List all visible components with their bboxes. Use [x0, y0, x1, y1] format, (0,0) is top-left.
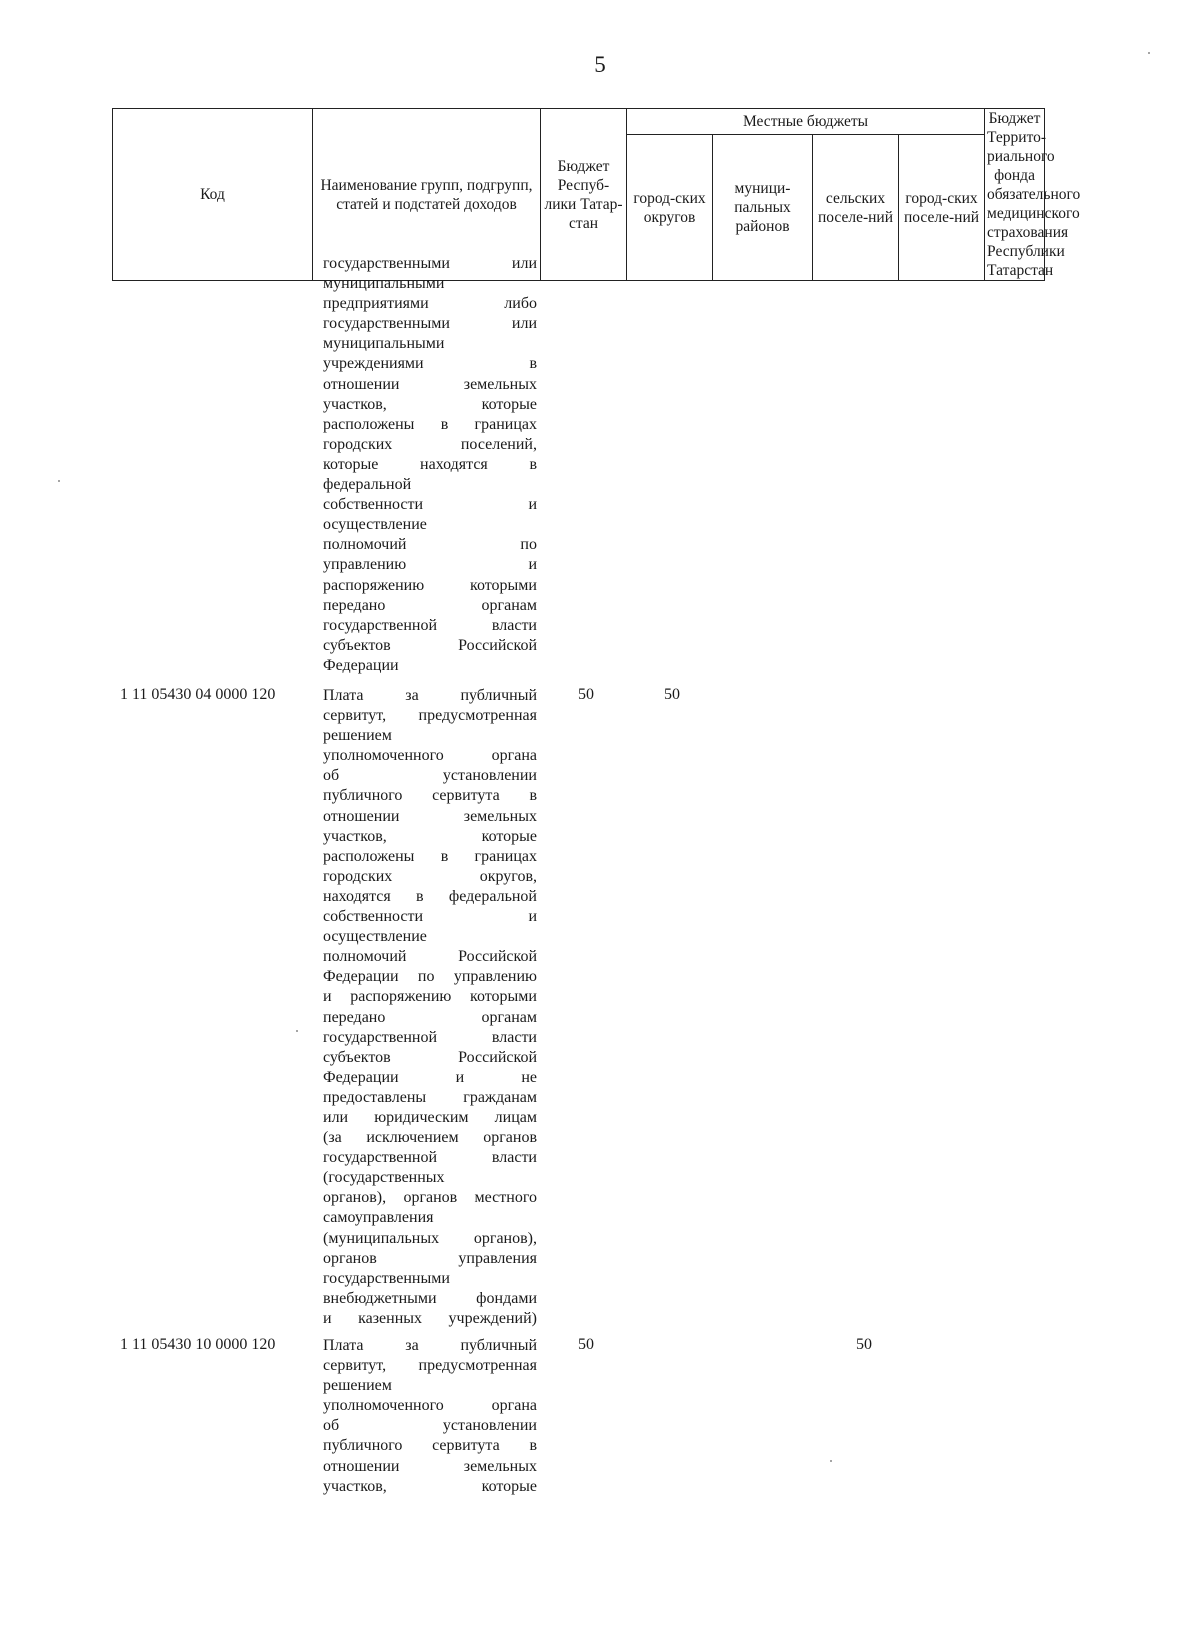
- description-line: Федерации по управлению: [323, 968, 537, 986]
- description-line: и казенных учреждений): [323, 1309, 537, 1327]
- description-line: уполномоченного органа: [323, 1397, 537, 1415]
- description-line: и распоряжению которыми: [323, 988, 537, 1006]
- description-line: осуществление: [323, 928, 427, 946]
- description-line: государственной власти: [323, 1149, 537, 1167]
- description-line: участков, которые: [323, 827, 537, 845]
- description-line: полномочий Российской: [323, 948, 537, 966]
- description-line: расположены в границах: [323, 415, 537, 433]
- scan-speck: [1148, 52, 1150, 54]
- description-line: участков, которые: [323, 395, 537, 413]
- description-line: муниципальными: [323, 275, 445, 293]
- row-description: [323, 254, 537, 676]
- description-line: управлению и: [323, 556, 537, 574]
- description-line: предоставлены гражданам: [323, 1088, 537, 1106]
- description-line: отношении земельных: [323, 1457, 537, 1475]
- description-line: расположены в границах: [323, 847, 537, 865]
- description-line: Федерации и не: [323, 1068, 537, 1086]
- scan-speck: [296, 1030, 298, 1032]
- description-line: полномочий по: [323, 536, 537, 554]
- description-line: об установлении: [323, 1417, 537, 1435]
- header-rural-settlements: сельских поселе-ний: [813, 135, 899, 281]
- description-line: государственными или: [323, 315, 537, 333]
- description-line: передано органам: [323, 596, 537, 614]
- scan-speck: [830, 1460, 832, 1462]
- description-line: участков, которые: [323, 1477, 537, 1495]
- description-line: Плата за публичный: [323, 687, 537, 704]
- row-description: [323, 686, 537, 1329]
- description-line: публичного сервитута в: [323, 787, 537, 805]
- row-description: [323, 1336, 537, 1497]
- table-header: [112, 108, 1081, 281]
- description-line: решением: [323, 727, 392, 745]
- description-line: внебюджетными фондами: [323, 1289, 537, 1307]
- description-line: федеральной: [323, 476, 412, 494]
- description-line: об установлении: [323, 767, 537, 785]
- description-line: Плата за публичный: [323, 1337, 537, 1354]
- description-line: собственности и: [323, 496, 537, 514]
- description-line: субъектов Российской: [323, 1048, 537, 1066]
- header-city-districts: город-ских округов: [627, 135, 713, 281]
- description-line: предприятиями либо: [323, 295, 537, 313]
- value-budget-rt: 50: [578, 686, 594, 703]
- description-line: (государственных: [323, 1169, 445, 1187]
- header-budget-rt: Бюджет Респуб-лики Татар-стан: [541, 109, 627, 281]
- description-line: государственными: [323, 1269, 450, 1287]
- description-line: распоряжению которыми: [323, 576, 537, 594]
- header-code: Код: [113, 109, 313, 281]
- value-city-districts: 50: [664, 686, 680, 703]
- header-municipal-districts: муници-пальных районов: [713, 135, 813, 281]
- description-line: муниципальными: [323, 335, 445, 353]
- value-rural-settlements: 50: [856, 1336, 872, 1353]
- description-line: сервитут, предусмотренная: [323, 1357, 537, 1375]
- row-code: 1 11 05430 04 0000 120: [120, 686, 276, 703]
- header-name: Наименование групп, подгрупп, статей и подстатей доходов: [313, 109, 541, 281]
- description-line: отношении земельных: [323, 807, 537, 825]
- description-line: (за исключением органов: [323, 1129, 537, 1147]
- description-line: государственной власти: [323, 616, 537, 634]
- description-line: отношении земельных: [323, 375, 537, 393]
- description-line: находятся в федеральной: [323, 887, 537, 905]
- description-line: (муниципальных органов),: [323, 1229, 537, 1247]
- description-line: государственной власти: [323, 1028, 537, 1046]
- header-tfoms: Бюджет Террито-риального фонда обязательного медицинского страхования Республики Татарстан: [985, 109, 1045, 281]
- description-line: органов управления: [323, 1249, 537, 1267]
- description-line: уполномоченного органа: [323, 747, 537, 765]
- row-code: 1 11 05430 10 0000 120: [120, 1336, 276, 1353]
- description-line: или юридическим лицам: [323, 1108, 537, 1126]
- description-line: самоуправления: [323, 1209, 434, 1227]
- description-line: субъектов Российской: [323, 636, 537, 654]
- description-line: решением: [323, 1377, 392, 1395]
- description-line: Федерации: [323, 656, 399, 674]
- scan-speck: [58, 480, 60, 482]
- value-budget-rt: 50: [578, 1336, 594, 1353]
- description-line: учреждениями в: [323, 355, 537, 373]
- description-line: органов), органов местного: [323, 1189, 537, 1207]
- description-line: которые находятся в: [323, 455, 537, 473]
- description-line: сервитут, предусмотренная: [323, 707, 537, 725]
- description-line: городских поселений,: [323, 435, 537, 453]
- description-line: публичного сервитута в: [323, 1437, 537, 1455]
- page-number: 5: [594, 52, 606, 77]
- description-line: собственности и: [323, 908, 537, 926]
- description-line: передано органам: [323, 1008, 537, 1026]
- header-urban-settlements: город-ских поселе-ний: [899, 135, 985, 281]
- description-line: городских округов,: [323, 867, 537, 885]
- description-line: осуществление: [323, 516, 427, 534]
- header-local-budgets: Местные бюджеты: [627, 109, 985, 135]
- description-line: государственными или: [323, 255, 537, 272]
